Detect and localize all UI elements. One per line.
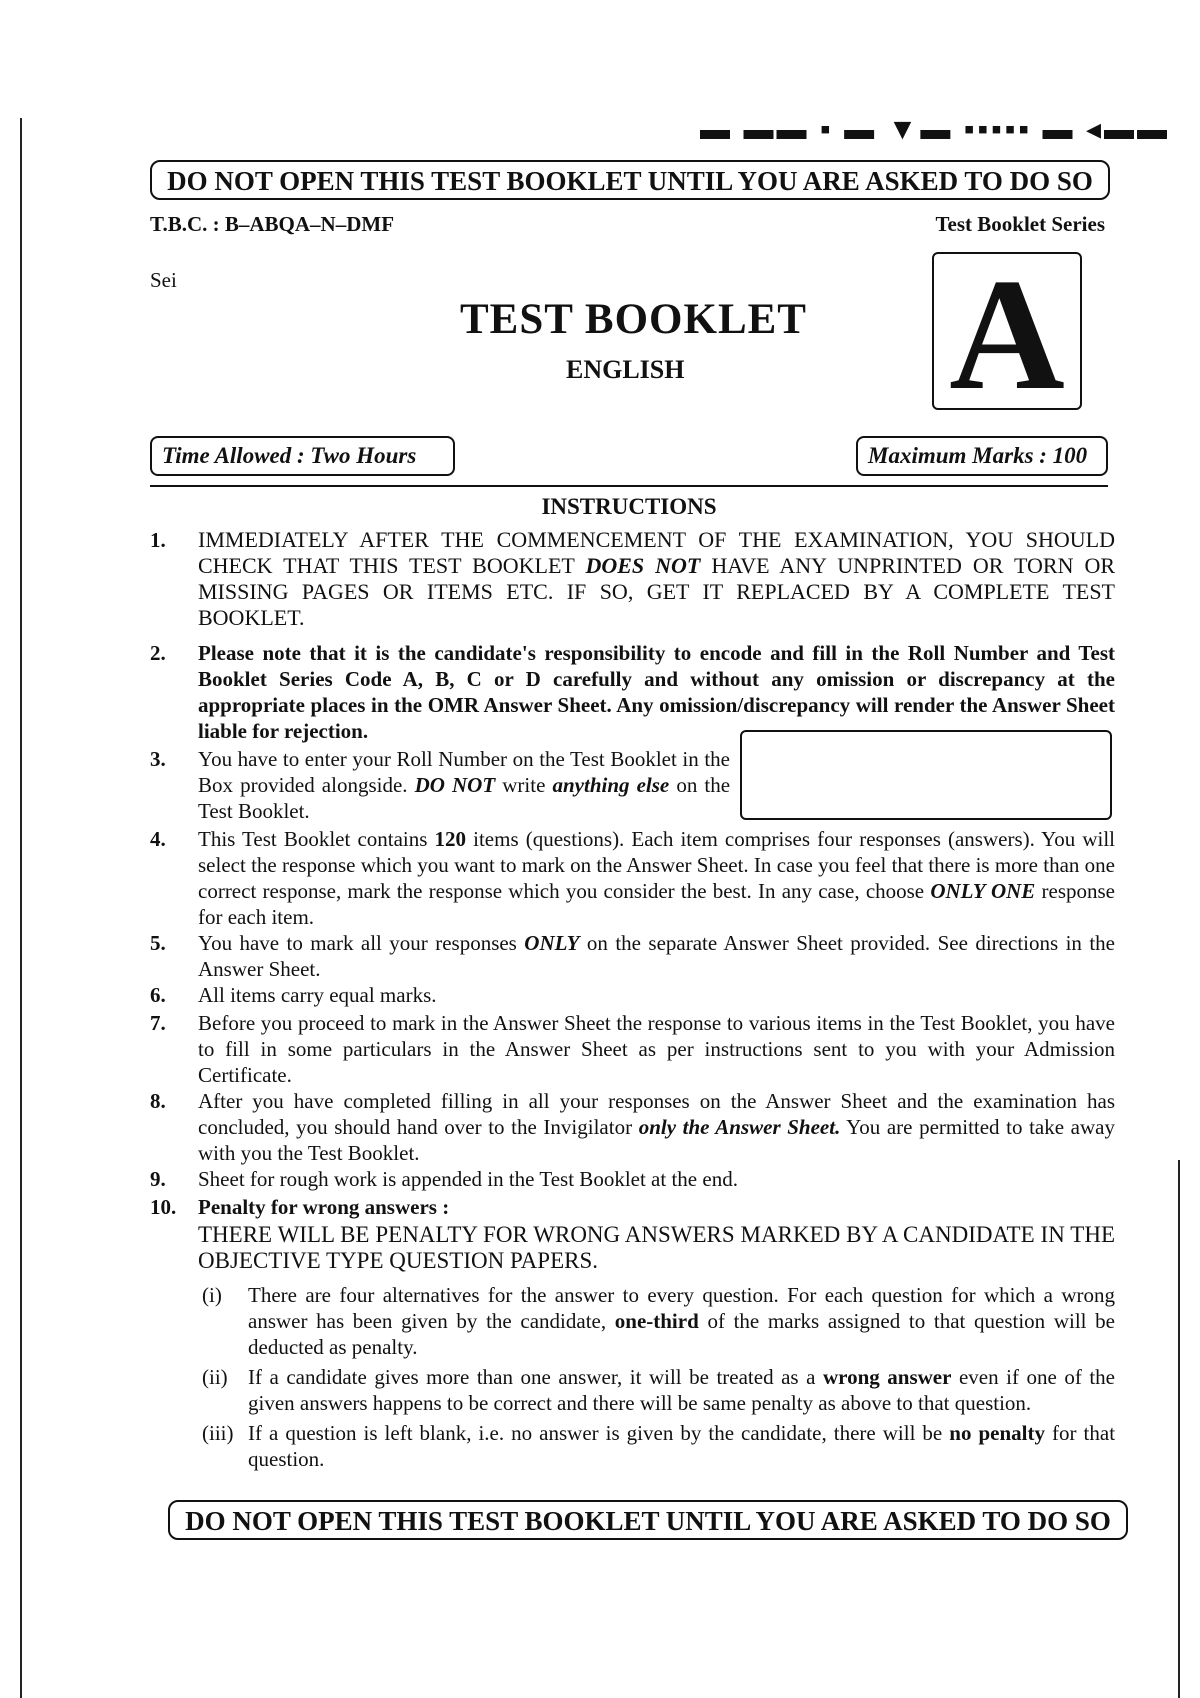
- instruction-item-8: [150, 1088, 1115, 1166]
- item-number: 1.: [150, 528, 166, 552]
- top-warning-banner: DO NOT OPEN THIS TEST BOOKLET UNTIL YOU ARE ASKED TO DO SO: [150, 160, 1110, 200]
- penalty-rule-ii: [198, 1364, 1115, 1416]
- subject-title: ENGLISH: [566, 355, 685, 384]
- sub-emphasis: no penalty: [949, 1421, 1045, 1445]
- sub-text-cont: for that question.: [248, 1421, 1116, 1471]
- item-number: 2.: [150, 641, 166, 665]
- instruction-item-6: [150, 982, 1115, 1008]
- tbc-code: T.B.C. : B–ABQA–N–DMF: [150, 212, 395, 236]
- penalty-rule-iii: [198, 1420, 1115, 1472]
- item-text-end: on the Test Booklet.: [198, 773, 731, 823]
- sub-text-cont: of the marks assigned to that question will be deducted as penalty.: [248, 1309, 1116, 1359]
- time-allowed: Time Allowed : Two Hours: [150, 436, 455, 476]
- item-emphasis: DOES NOT: [585, 553, 701, 578]
- item-emphasis: ONLY ONE: [930, 879, 1036, 903]
- sub-text: If a question is left blank, i.e. no answer is given by the candidate, there will be: [248, 1421, 943, 1445]
- instruction-item-5: [150, 930, 1115, 982]
- item-text: Sheet for rough work is appended in the Test Booklet at the end.: [198, 1167, 738, 1191]
- left-margin-line: [20, 118, 22, 1698]
- right-margin-line: [1178, 1160, 1180, 1698]
- item-text: Please note that it is the candidate's responsibility to encode and fill in the Roll Number and Test Booklet Series Code A, B, C or D carefully and without any omission or discrepancy at the appropriate places in the OMR Answer Sheet. Any omission/discrepancy will render the Answer Sheet liable for rejection.: [198, 641, 1115, 743]
- instruction-item-4: [150, 826, 1115, 930]
- item-text: After you have completed filling in all your responses on the Answer Sheet and the examination has concluded, you should hand over to the Invigilator: [198, 1089, 1115, 1139]
- instruction-item-9: [150, 1166, 1115, 1192]
- item-text-cont: items (questions). Each item comprises four responses (answers). You will select the response which you want to mark on the Answer Sheet. In case you feel that there is more than one correct response, mark the response which you consider the best. In any case, choose: [198, 827, 1116, 903]
- item-emphasis: DO NOT: [414, 773, 496, 797]
- roll-number-box[interactable]: [740, 730, 1112, 820]
- series-letter-box: A: [932, 252, 1082, 410]
- item-emphasis: only the Answer Sheet.: [638, 1115, 841, 1139]
- item-emphasis: ONLY: [524, 931, 580, 955]
- instruction-item-2: [150, 640, 1115, 744]
- item-text: All items carry equal marks.: [198, 983, 437, 1007]
- item-text-cont: write: [502, 773, 546, 797]
- instruction-item-10: [150, 1194, 1115, 1472]
- sub-number: (iii): [202, 1421, 234, 1445]
- item-text: Before you proceed to mark in the Answer Sheet the response to various items in the Test Booklet, you have to fill in some particulars in the Answer Sheet as per instructions sent to you with your Admission Certificate.: [198, 1011, 1115, 1087]
- penalty-rule-i: [198, 1282, 1115, 1360]
- penalty-heading: Penalty for wrong answers :: [198, 1195, 450, 1219]
- item-number: 6.: [150, 983, 166, 1007]
- page-title: TEST BOOKLET: [460, 296, 807, 343]
- instruction-item-3: [150, 746, 730, 824]
- item-number: 9.: [150, 1167, 166, 1191]
- sub-text: There are four alternatives for the answer to every question. For each question for which a wrong answer has been given by the candidate,: [248, 1283, 1115, 1333]
- item-text: You have to mark all your responses: [198, 931, 517, 955]
- sub-text-cont: even if one of the given answers happens to be correct and there will be same penalty as above to that question.: [248, 1365, 1116, 1415]
- instruction-item-7: [150, 1010, 1115, 1088]
- penalty-caps-text: THERE WILL BE PENALTY FOR WRONG ANSWERS MARKED BY A CANDIDATE IN THE OBJECTIVE TYPE QUESTION PAPERS.: [198, 1222, 1115, 1273]
- divider: [150, 485, 1108, 487]
- item-number: 4.: [150, 827, 166, 851]
- item-text: This Test Booklet contains: [198, 827, 428, 851]
- item-text-cont: You are permitted to take away with you the Test Booklet.: [198, 1115, 1115, 1165]
- sub-emphasis: one-third: [614, 1309, 699, 1333]
- instructions-heading: INSTRUCTIONS: [541, 494, 717, 519]
- item-text-end: response for each item.: [198, 879, 1115, 929]
- item-emphasis-2: anything else: [552, 773, 670, 797]
- item-text-cont: on the separate Answer Sheet provided. See directions in the Answer Sheet.: [198, 931, 1115, 981]
- instruction-item-1: [150, 527, 1115, 631]
- series-label: Test Booklet Series: [935, 212, 1105, 236]
- set-label: Sei: [150, 268, 177, 292]
- item-text: You have to enter your Roll Number on the Test Booklet in the Box provided alongside.: [198, 747, 730, 797]
- bottom-warning-banner: DO NOT OPEN THIS TEST BOOKLET UNTIL YOU ARE ASKED TO DO SO: [168, 1500, 1128, 1540]
- item-number: 3.: [150, 747, 166, 771]
- item-text: IMMEDIATELY AFTER THE COMMENCEMENT OF THE EXAMINATION, YOU SHOULD CHECK THAT THIS TEST BOOKLET: [198, 527, 1115, 578]
- item-number: 7.: [150, 1011, 166, 1035]
- item-text-cont: HAVE ANY UNPRINTED OR TORN OR MISSING PAGES OR ITEMS ETC. IF SO, GET IT REPLACED BY A COMPLETE TEST BOOKLET.: [198, 553, 1116, 630]
- sub-number: (ii): [202, 1365, 228, 1389]
- maximum-marks: Maximum Marks : 100: [856, 436, 1108, 476]
- item-count: 120: [434, 827, 467, 851]
- sub-number: (i): [202, 1283, 222, 1307]
- item-number: 8.: [150, 1089, 166, 1113]
- sub-text: If a candidate gives more than one answer, it will be treated as a: [248, 1365, 816, 1389]
- sub-emphasis: wrong answer: [822, 1365, 952, 1389]
- item-number: 10.: [150, 1195, 177, 1219]
- handwritten-mark: ▬ ▬▬ ▪ ▬ ▼▬ ▪▪▪▪▪ ▬ ◂▬▬: [700, 113, 1171, 146]
- item-number: 5.: [150, 931, 166, 955]
